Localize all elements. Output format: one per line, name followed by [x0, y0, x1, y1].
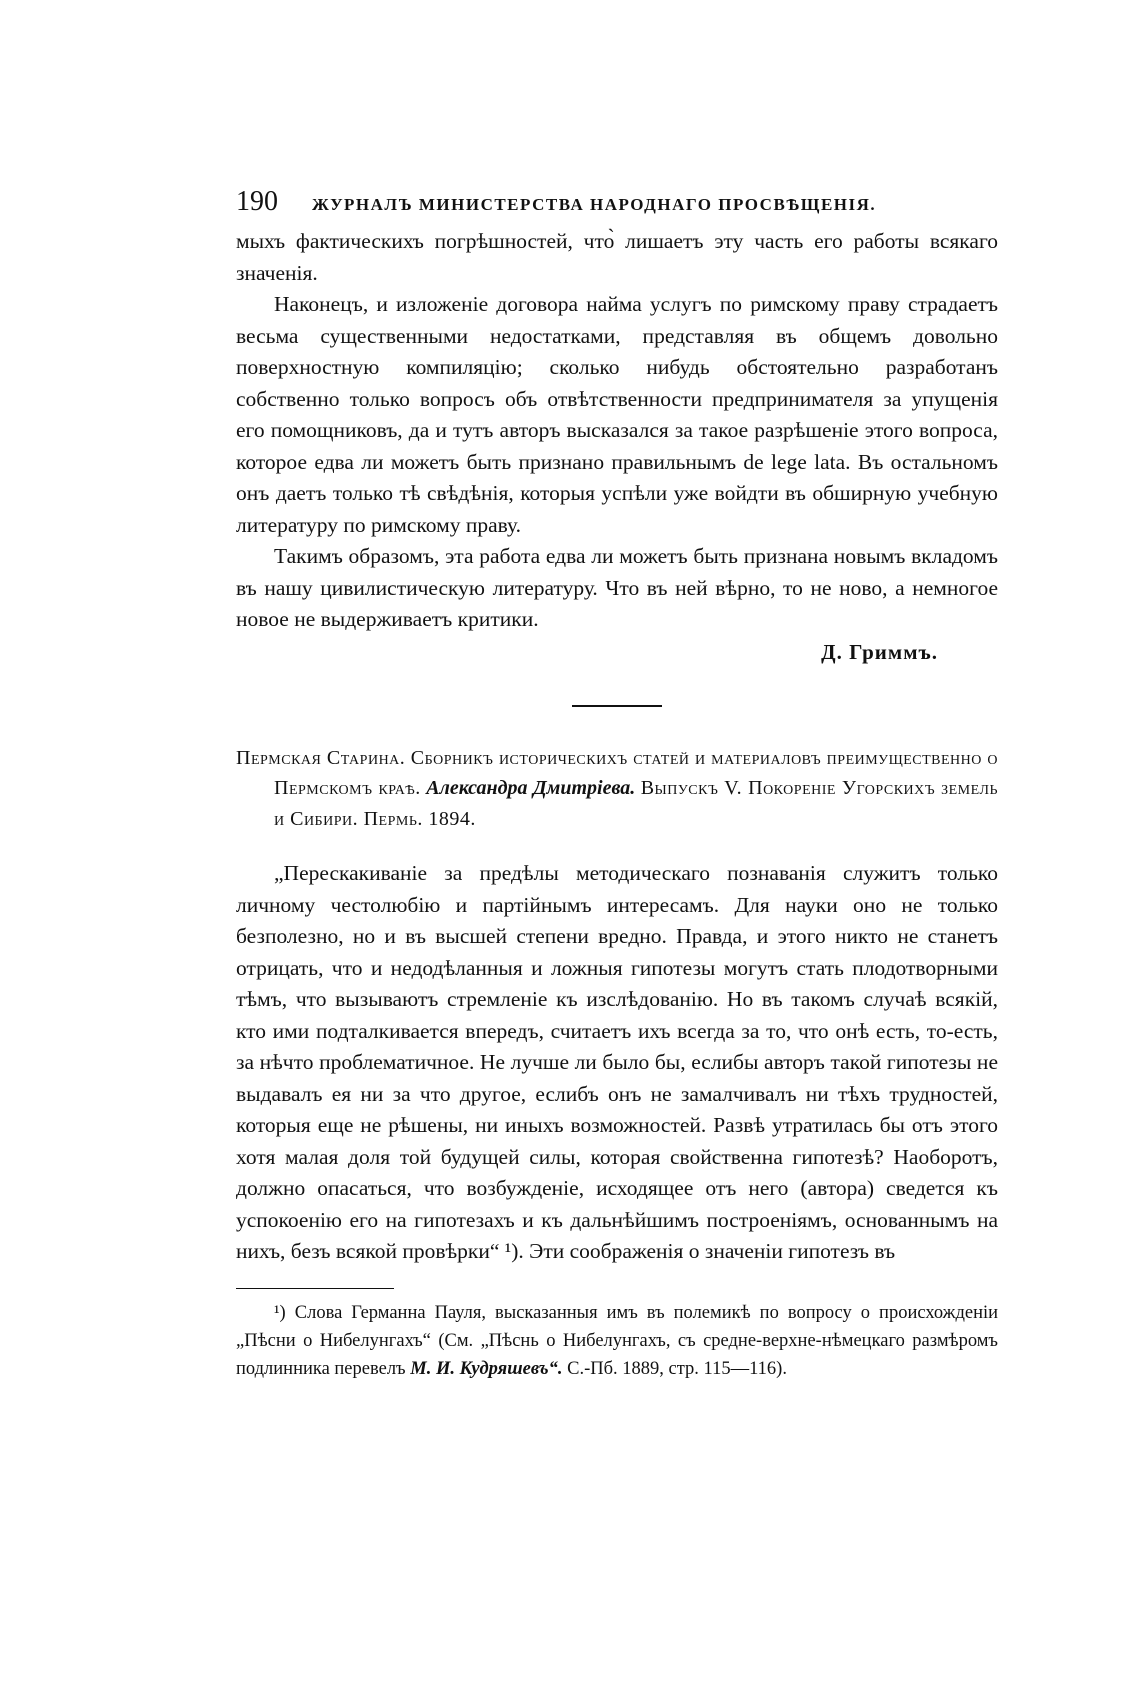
paragraph-2: Наконецъ, и изложеніе договора найма услугъ по римскому праву страдаетъ весьма существенными недостатками, представляя въ общемъ довольно поверхностную компиляцію; сколько нибудь обстоятельно разработанъ собственно только вопросъ объ отвѣтственности предпринимателя за упущенія его помощниковъ, да и тутъ авторъ высказался за такое разрѣшеніе этого вопроса, которое едва ли можетъ быть признано правильнымъ de lege lata. Въ остальномъ онъ даетъ только тѣ свѣдѣнія, которыя успѣли уже войдти въ обширную учебную литературу по римскому праву. — [236, 292, 998, 537]
section-divider — [572, 705, 662, 707]
quote-paragraph: „Перескакиваніе за предѣлы методическаго познаванія служитъ только личному честолюбію и партійнымъ интересамъ. Для науки оно не только безполезно, но и въ высшей степени вредно. Правда, и этого никто не станетъ отрицать, что и недодѣланныя и ложныя гипотезы могутъ стать плодотворными тѣмъ, что вызываютъ стремленіе къ изслѣдованію. Но въ такомъ случаѣ всякій, кто ими подталкивается впередъ, считаетъ ихъ всегда за то, что онѣ есть, то-есть, за нѣчто проблематичное. Не лучше ли было бы, еслибы авторъ такой гипотезы не выдавалъ ея ни за что другое, еслибъ онъ не замалчивалъ ни тѣхъ трудностей, которыя еще не рѣшены, ни иныхъ возможностей. Развѣ утратилась бы отъ этого хотя малая доля той будущей силы, которая свойственна гипотезѣ? Наоборотъ, должно опасаться, что возбужденіе, исходящее отъ него (автора) сведется къ успокоенію его на гипотезахъ и къ дальнѣйшимъ построеніямъ, основаннымъ на нихъ, безъ всякой провѣрки“ ¹). Эти соображенія о значеніи гипотезъ въ — [236, 861, 998, 1263]
document-page — [236, 186, 998, 1383]
page-header — [236, 186, 998, 226]
footnote-text — [236, 1299, 998, 1383]
page-number: 190 — [236, 186, 278, 217]
review-author: Александра Дмитріева. — [426, 777, 636, 799]
footnote-text-part2: С.-Пб. 1889, стр. 115—116). — [567, 1358, 787, 1379]
footnote-text-part1: Слова Германна Пауля, высказанныя имъ въ полемикѣ по вопросу о происхожденіи „Пѣсни о Нибелунгахъ“ (См. „Пѣснь о Нибелунгахъ, съ средне-верхне-нѣмецкаго размѣромъ подлинника перевелъ — [236, 1302, 999, 1379]
footnote — [236, 1299, 998, 1383]
footnote-divider — [236, 1288, 394, 1289]
footnote-translator: М. И. Кудряшевъ“. — [410, 1358, 563, 1379]
footnote-mark: ¹) — [274, 1302, 286, 1323]
paragraph-1: мыхъ фактическихъ погрѣшностей, что̀ лишаетъ эту часть его работы всякаго значенія. — [236, 229, 998, 285]
signature: Д. Гриммъ. — [821, 639, 938, 664]
paragraph-3: Такимъ образомъ, эта работа едва ли можетъ быть признана новымъ вкладомъ въ нашу цивилистическую литературу. Что въ ней вѣрно, то не ново, а немногое новое не выдерживаетъ критики. — [236, 544, 998, 631]
running-title: ЖУРНАЛЪ МИНИСТЕРСТВА НАРОДНАГО ПРОСВѢЩЕНІЯ. — [312, 195, 877, 214]
review-title-part1: Пермская Старина. Сборникъ историческихъ статей и материаловъ преимущественно о Пермскомъ краѣ. — [236, 746, 998, 799]
review-title — [236, 743, 998, 835]
review-title-part2: Выпускъ V. Покореніе Угорскихъ земель и Сибири. Пермь. 1894. — [274, 777, 999, 830]
